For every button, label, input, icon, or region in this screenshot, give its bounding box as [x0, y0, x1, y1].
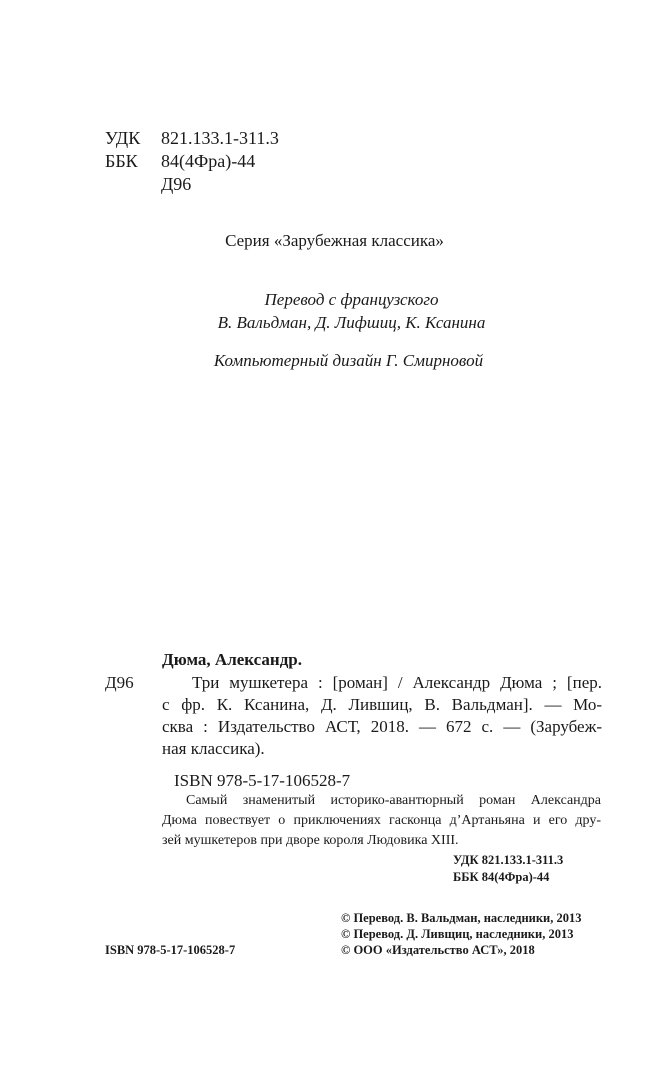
catalog-description-line: ная классика).: [162, 739, 265, 758]
udk-label: УДК: [105, 128, 141, 148]
annotation-line: Самый знаменитый историко-авантюрный роман Александра: [186, 793, 601, 808]
annotation-line: Дюма повествует о приключениях гасконца д’Артаньяна и его дру-: [162, 813, 601, 828]
catalog-isbn: ISBN 978-5-17-106528-7: [174, 771, 351, 790]
card-bbk: ББК 84(4Фра)-44: [453, 870, 550, 884]
bbk-label: ББК: [105, 151, 138, 171]
series-title: Серия «Зарубежная классика»: [225, 231, 444, 250]
copyright-line: © Перевод. Д. Ливщиц, наследники, 2013: [341, 927, 574, 941]
annotation-line: зей мушкетеров при дворе короля Людовика XIII.: [162, 833, 459, 848]
copyright-line: © ООО «Издательство АСТ», 2018: [341, 943, 535, 957]
bbk-value: 84(4Фра)-44: [161, 151, 256, 171]
translation-heading: Перевод с французского: [264, 290, 439, 309]
bottom-isbn: ISBN 978-5-17-106528-7: [105, 943, 236, 957]
design-credit: Компьютерный дизайн Г. Смирновой: [213, 351, 484, 370]
catalog-mark: Д96: [105, 673, 134, 692]
catalog-author: Дюма, Александр.: [162, 650, 303, 669]
author-mark: Д96: [161, 174, 192, 194]
card-udk: УДК 821.133.1-311.3: [453, 853, 564, 867]
catalog-description-line: Три мушкетера : [роман] / Александр Дюма ; [пер.: [192, 673, 602, 692]
catalog-description-line: с фр. К. Ксанина, Д. Лившиц, В. Вальдман]. — Мо-: [162, 695, 602, 714]
udk-value: 821.133.1-311.3: [161, 128, 279, 148]
translators: В. Вальдман, Д. Лифшиц, К. Ксанина: [217, 313, 486, 332]
catalog-description-line: сква : Издательство АСТ, 2018. — 672 с. — (Зарубеж-: [162, 717, 602, 736]
copyright-line: © Перевод. В. Вальдман, наследники, 2013: [341, 911, 582, 925]
